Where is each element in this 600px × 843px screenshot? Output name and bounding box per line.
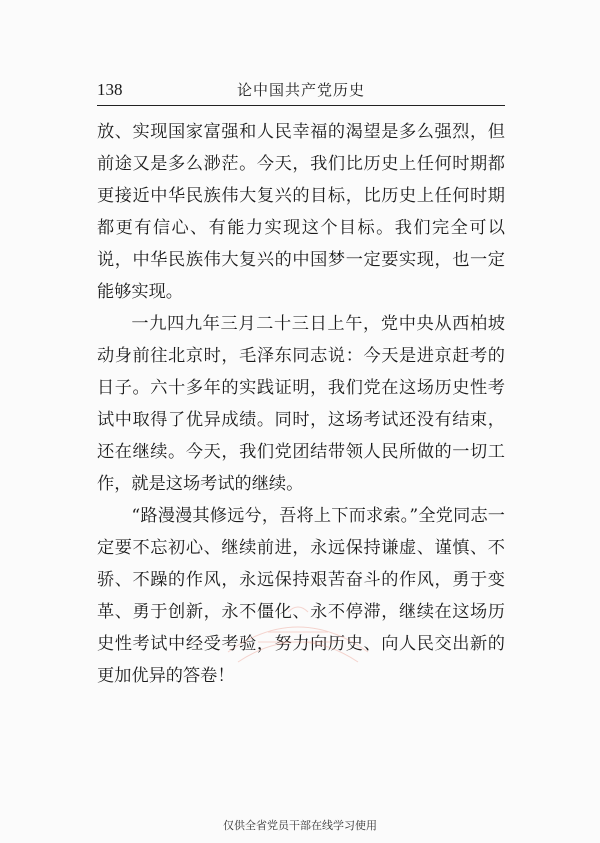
- page-header: [97, 80, 505, 102]
- page-number: 138: [97, 80, 123, 99]
- paragraph: “路漫漫其修远兮，吾将上下而求索。”全党同志一定要不忘初心、继续前进，永远保持谦虚、谨慎、不骄、不躁的作风，永远保持艰苦奋斗的作风，勇于变革、勇于创新，永不僵化、永不停滞，继续在这场历史性考试中经受考验，努力向历史、向人民交出新的更加优异的答卷！: [97, 506, 505, 686]
- paragraph: 一九四九年三月二十三日上午，党中央从西柏坡动身前往北京时，毛泽东同志说：今天是进京赶考的日子。六十多年的实践证明，我们党在这场历史性考试中取得了优异成绩。同时，这场考试还没有结束，还在继续。今天，我们党团结带领人民所做的一切工作，就是这场考试的继续。: [97, 314, 505, 494]
- footer-note: 仅供全省党员干部在线学习使用: [223, 819, 377, 832]
- header-rule: [97, 105, 505, 106]
- running-title: 论中国共产党历史: [236, 81, 365, 99]
- paragraph-continuation: 放、实现国家富强和人民幸福的渴望是多么强烈，但前途又是多么渺茫。今天，我们比历史上任何时期都更接近中华民族伟大复兴的目标，比历史上任何时期都更有信心、有能力实现这个目标。我们完全可以说，中华民族伟大复兴的中国梦一定要实现，也一定能够实现。: [97, 122, 505, 302]
- body-text: [97, 116, 505, 692]
